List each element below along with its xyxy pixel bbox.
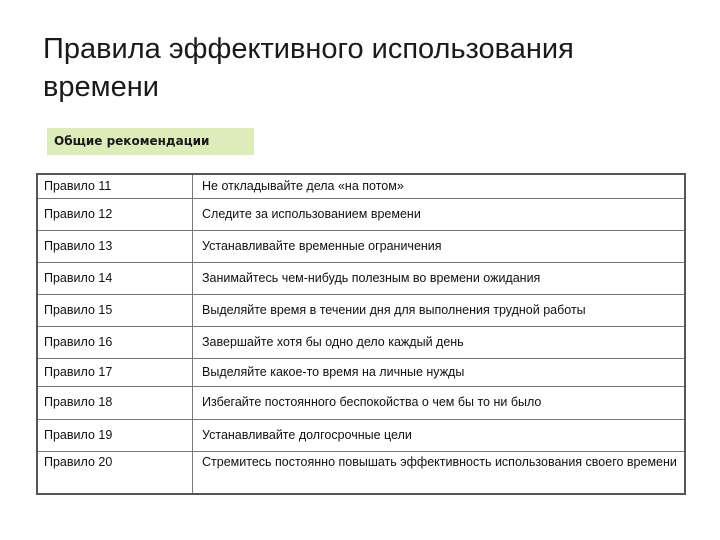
section-badge: Общие рекомендации [47,128,254,155]
rule-number: Правило 17 [37,358,193,386]
rule-text: Избегайте постоянного беспокойства о чем бы то ни было [193,386,686,419]
table-row [37,262,685,294]
slide-title: Правила эффективного использования времени [43,33,574,103]
rules-table [36,173,686,495]
rule-text: Занимайтесь чем-нибудь полезным во времени ожидания [193,262,686,294]
rule-text: Завершайте хотя бы одно дело каждый день [193,326,686,358]
table-row [37,230,685,262]
rule-text: Устанавливайте временные ограничения [193,230,686,262]
rule-text: Устанавливайте долгосрочные цели [193,419,686,451]
rule-number: Правило 12 [37,198,193,230]
rule-text: Выделяйте время в течении дня для выполнения трудной работы [193,294,686,326]
rule-number: Правило 18 [37,386,193,419]
table-row [37,451,685,494]
rule-number: Правило 19 [37,419,193,451]
rule-text: Выделяйте какое-то время на личные нужды [193,358,686,386]
table-row [37,198,685,230]
table-row [37,358,685,386]
rule-number: Правило 20 [37,451,193,494]
table-row [37,419,685,451]
rule-text: Не откладывайте дела «на потом» [193,174,686,198]
table-row [37,174,685,198]
rule-number: Правило 16 [37,326,193,358]
rule-number: Правило 13 [37,230,193,262]
rule-text: Следите за использованием времени [193,198,686,230]
table-row [37,294,685,326]
rule-number: Правило 15 [37,294,193,326]
rule-text: Стремитесь постоянно повышать эффективность использования своего времени [193,451,686,494]
table-row [37,386,685,419]
rule-number: Правило 14 [37,262,193,294]
rule-number: Правило 11 [37,174,193,198]
table-row [37,326,685,358]
